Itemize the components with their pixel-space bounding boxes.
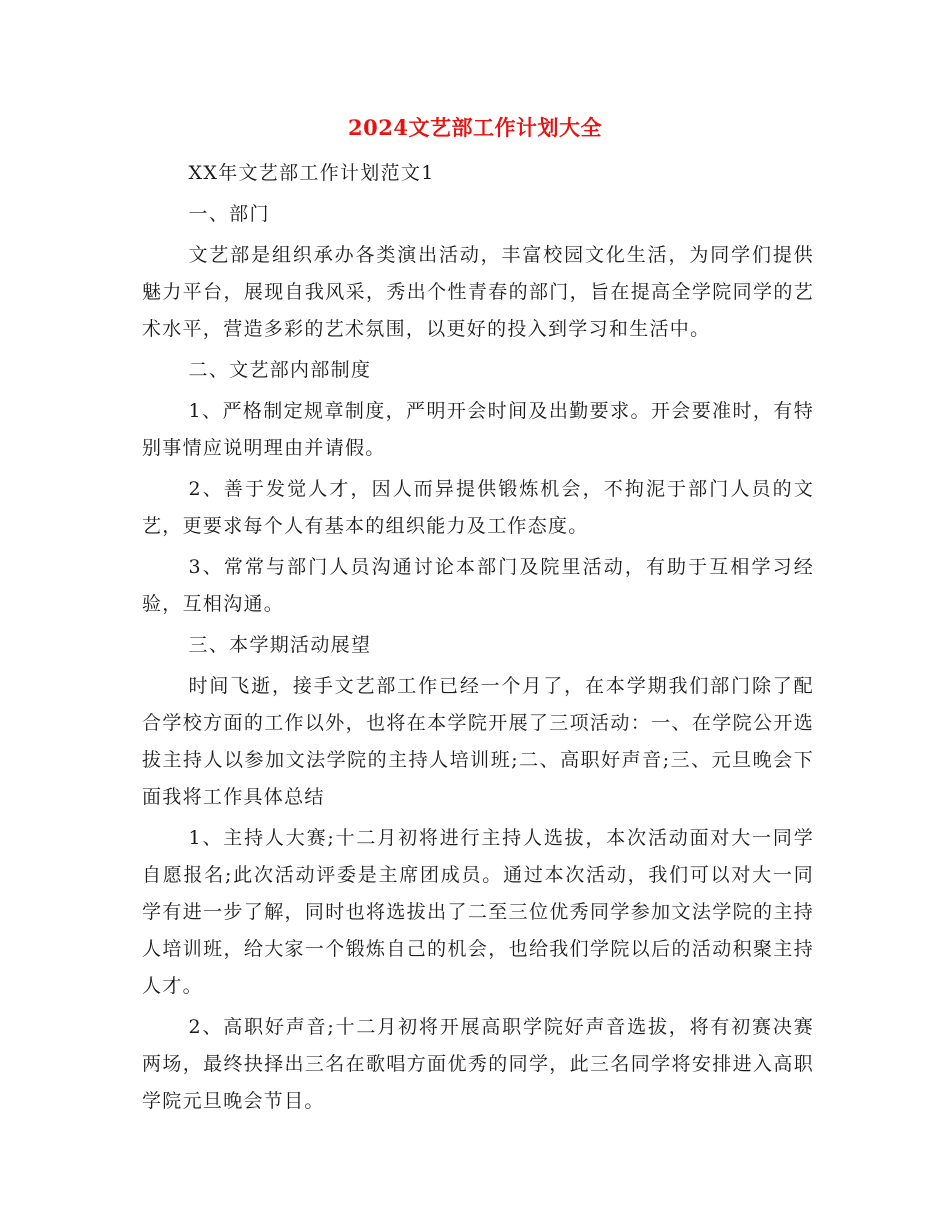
paragraph-rule-1: 1、严格制定规章制度，严明开会时间及出勤要求。开会要准时，有特别事情应说明理由并请假。 <box>142 400 814 459</box>
paragraph-section-3-heading: 三、本学期活动展望 <box>188 634 372 656</box>
paragraph-heading-fanwen: XX年文艺部工作计划范文1 <box>188 162 435 184</box>
document-title: 2024文艺部工作计划大全 <box>348 115 602 140</box>
paragraph-rule-3: 3、常常与部门人员沟通讨论本部门及院里活动，有助于互相学习经验，互相沟通。 <box>142 556 814 615</box>
document-body <box>142 155 814 1124</box>
paragraph-outlook-intro: 时间飞逝，接手文艺部工作已经一个月了，在本学期我们部门除了配合学校方面的工作以外，也将在本学院开展了三项活动：一、在学院公开选拔主持人以参加文法学院的主持人培训班;二、高职好声音;三、元旦晚会下面我将工作具体总结 <box>142 675 814 808</box>
paragraph-section-2-heading: 二、文艺部内部制度 <box>188 359 372 381</box>
paragraph-rule-2: 2、善于发觉人才，因人而异提供锻炼机会，不拘泥于部门人员的文艺，更要求每个人有基本的组织能力及工作态度。 <box>142 478 814 537</box>
paragraph-activity-2: 2、高职好声音;十二月初将开展高职学院好声音选拔，将有初赛决赛两场，最终抉择出三名在歌唱方面优秀的同学，此三名同学将安排进入高职学院元旦晚会节目。 <box>142 1016 814 1112</box>
paragraph-activity-1: 1、主持人大赛;十二月初将进行主持人选拔，本次活动面对大一同学自愿报名;此次活动评委是主席团成员。通过本次活动，我们可以对大一同学有进一步了解，同时也将选拔出了二至三位优秀同学参加文法学院的主持人培训班，给大家一个锻炼自己的机会，也给我们学院以后的活动积聚主持人才。 <box>142 827 814 997</box>
paragraph-department-intro: 文艺部是组织承办各类演出活动，丰富校园文化生活，为同学们提供魅力平台，展现自我风采，秀出个性青春的部门，旨在提高全学院同学的艺术水平，营造多彩的艺术氛围，以更好的投入到学习和生活中。 <box>142 244 814 340</box>
paragraph-section-1-heading: 一、部门 <box>188 203 270 225</box>
